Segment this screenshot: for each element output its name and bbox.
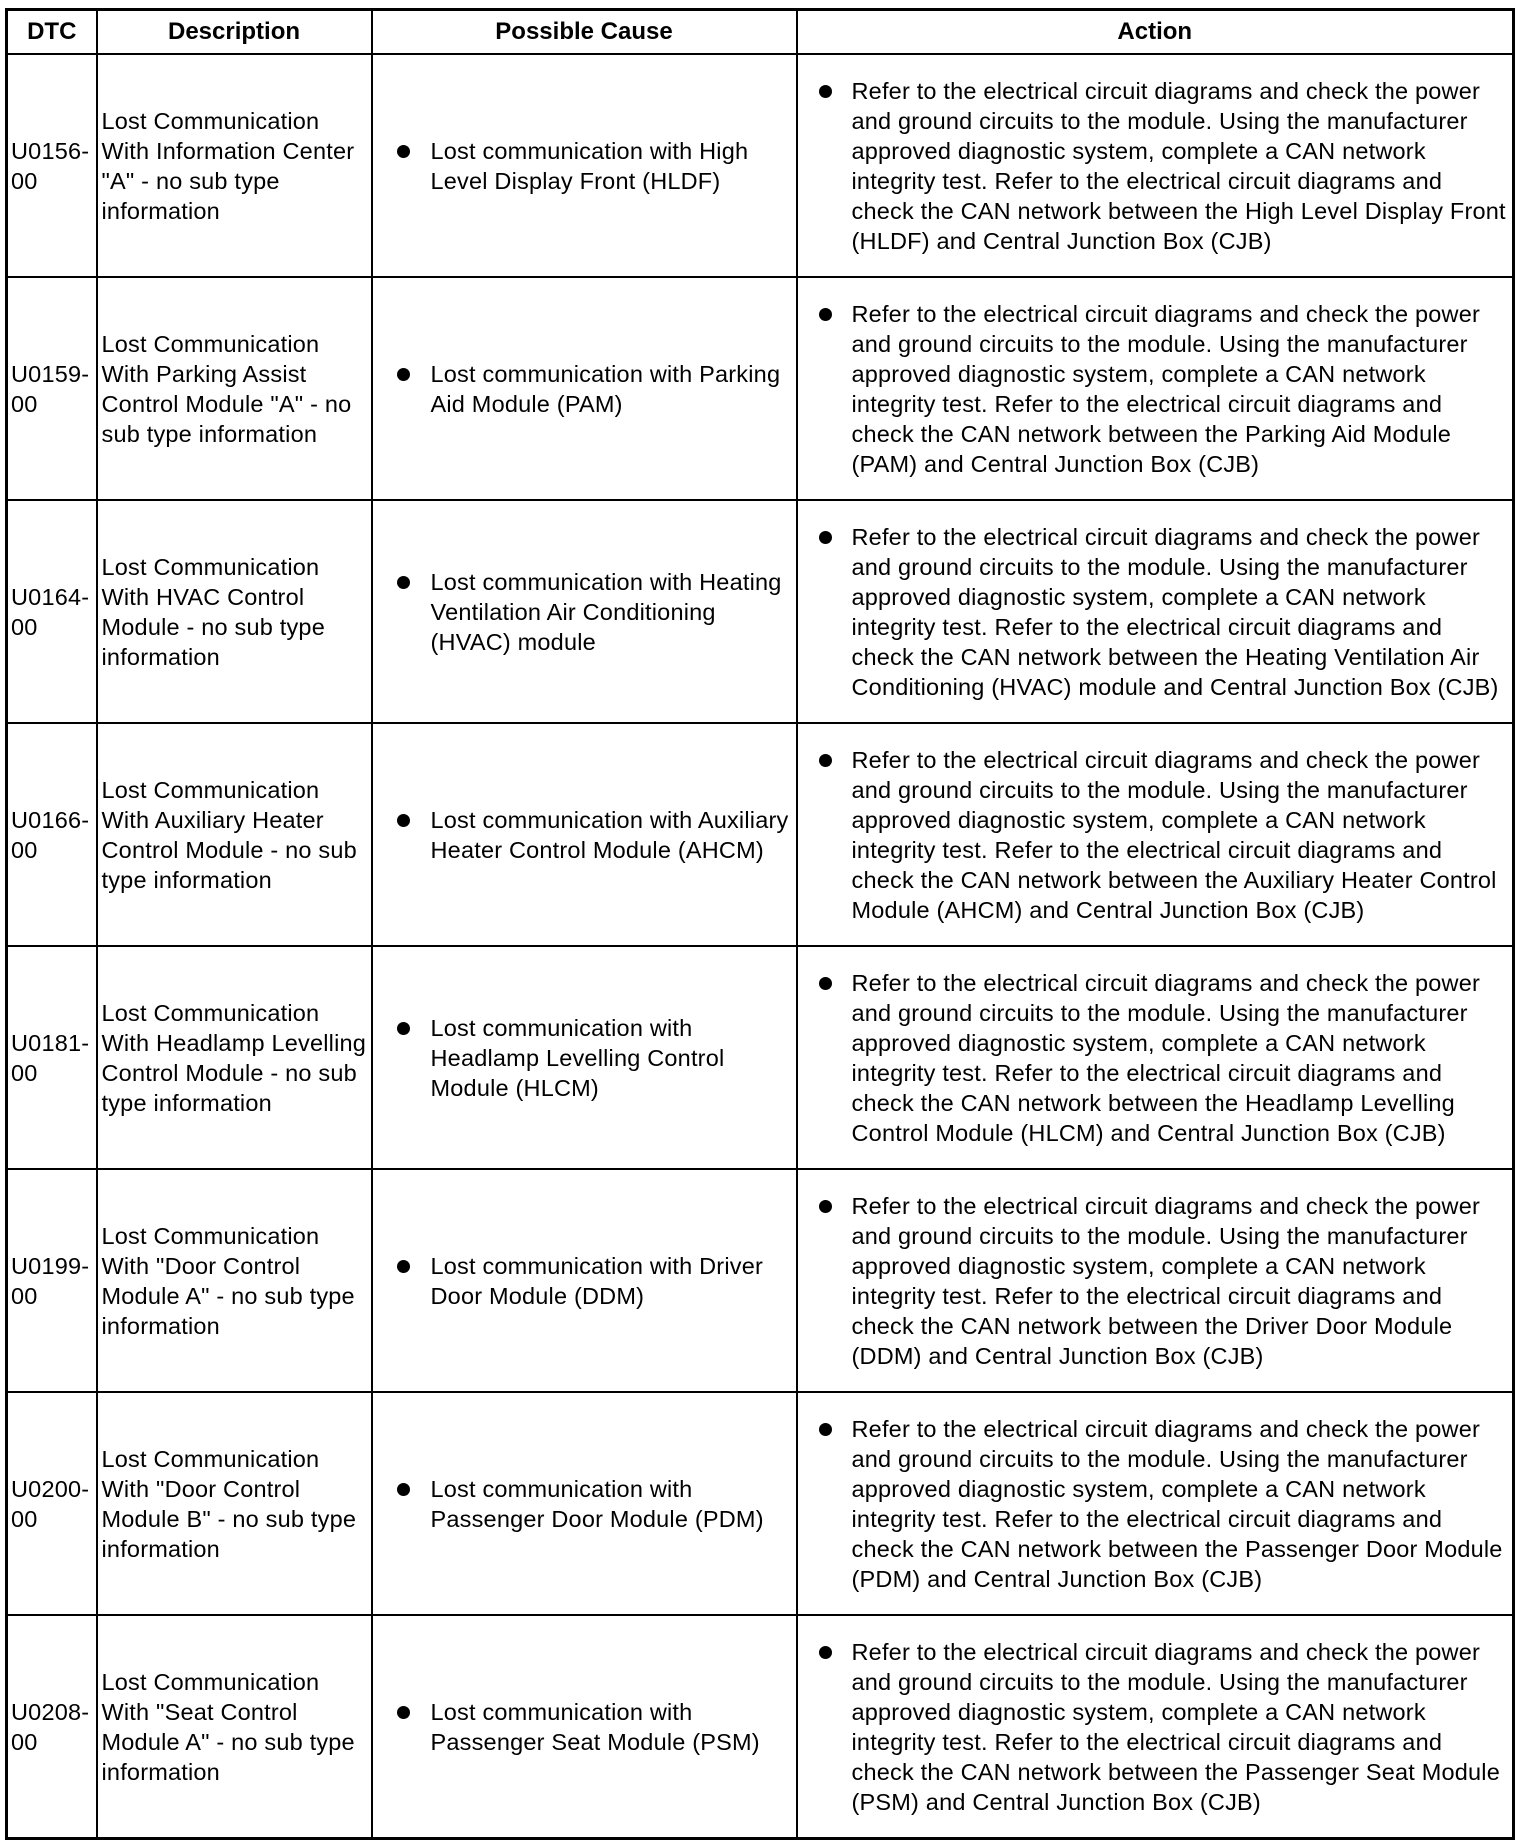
- possible-cause-cell: [372, 946, 797, 1169]
- table-row: [7, 946, 1514, 1169]
- dtc-code: U0164-00: [7, 500, 97, 723]
- table-row: [7, 54, 1514, 277]
- bullet-icon: [819, 1200, 832, 1213]
- possible-cause-cell: [372, 1392, 797, 1615]
- bullet-icon: [819, 977, 832, 990]
- description-cell: Lost Communication With Auxiliary Heater Control Module - no sub type information: [97, 723, 372, 946]
- cause-text: Lost communication with Passenger Door Module (PDM): [430, 1475, 764, 1532]
- cause-text: Lost communication with Heating Ventilation Air Conditioning (HVAC) module: [430, 568, 782, 655]
- description-cell: Lost Communication With "Seat Control Module A" - no sub type information: [97, 1615, 372, 1839]
- cause-item: [377, 136, 792, 196]
- table-row: [7, 1169, 1514, 1392]
- action-text: Refer to the electrical circuit diagrams and check the power and ground circuits to the module. Using the manufacturer approved diagnostic system, complete a CAN network integrity test. Refer to the electrical circuit diagrams and check the CAN network between the Headlamp Levelling Control Module (HLCM) and Central Junction Box (CJB): [851, 969, 1481, 1146]
- bullet-icon: [397, 1706, 410, 1719]
- dtc-code: U0199-00: [7, 1169, 97, 1392]
- bullet-icon: [397, 145, 410, 158]
- dtc-code: U0181-00: [7, 946, 97, 1169]
- dtc-table: [5, 8, 1515, 1840]
- possible-cause-cell: [372, 1169, 797, 1392]
- cause-text: Lost communication with Passenger Seat Module (PSM): [430, 1698, 760, 1755]
- cause-item: [377, 567, 792, 657]
- bullet-icon: [397, 814, 410, 827]
- bullet-icon: [397, 1022, 410, 1035]
- header-description: Description: [97, 10, 372, 55]
- action-text: Refer to the electrical circuit diagrams and check the power and ground circuits to the module. Using the manufacturer approved diagnostic system, complete a CAN network integrity test. Refer to the electrical circuit diagrams and check the CAN network between the Driver Door Module (DDM) and Central Junction Box (CJB): [851, 1192, 1481, 1369]
- action-text: Refer to the electrical circuit diagrams and check the power and ground circuits to the module. Using the manufacturer approved diagnostic system, complete a CAN network integrity test. Refer to the electrical circuit diagrams and check the CAN network between the Passenger Door Module (PDM) and Central Junction Box (CJB): [851, 1415, 1503, 1592]
- table-row: [7, 277, 1514, 500]
- possible-cause-cell: [372, 277, 797, 500]
- action-item: [802, 1414, 1511, 1594]
- bullet-icon: [819, 531, 832, 544]
- cause-text: Lost communication with Parking Aid Module (PAM): [430, 360, 781, 417]
- cause-item: [377, 359, 792, 419]
- bullet-icon: [819, 1646, 832, 1659]
- action-text: Refer to the electrical circuit diagrams and check the power and ground circuits to the module. Using the manufacturer approved diagnostic system, complete a CAN network integrity test. Refer to the electrical circuit diagrams and check the CAN network between the Auxiliary Heater Control Module (AHCM) and Central Junction Box (CJB): [851, 746, 1497, 923]
- header-row: [7, 10, 1514, 55]
- cause-text: Lost communication with High Level Display Front (HLDF): [430, 137, 749, 194]
- bullet-icon: [397, 1260, 410, 1273]
- action-text: Refer to the electrical circuit diagrams and check the power and ground circuits to the module. Using the manufacturer approved diagnostic system, complete a CAN network integrity test. Refer to the electrical circuit diagrams and check the CAN network between the Passenger Seat Module (PSM) and Central Junction Box (CJB): [851, 1638, 1500, 1815]
- cause-item: [377, 1013, 792, 1103]
- description-cell: Lost Communication With "Door Control Module B" - no sub type information: [97, 1392, 372, 1615]
- bullet-icon: [819, 754, 832, 767]
- action-cell: [797, 1169, 1514, 1392]
- bullet-icon: [397, 576, 410, 589]
- table-row: [7, 500, 1514, 723]
- description-cell: Lost Communication With HVAC Control Module - no sub type information: [97, 500, 372, 723]
- cause-item: [377, 1697, 792, 1757]
- action-cell: [797, 723, 1514, 946]
- description-cell: Lost Communication With Information Center "A" - no sub type information: [97, 54, 372, 277]
- action-cell: [797, 1392, 1514, 1615]
- possible-cause-cell: [372, 500, 797, 723]
- description-cell: Lost Communication With Parking Assist Control Module "A" - no sub type information: [97, 277, 372, 500]
- action-item: [802, 968, 1511, 1148]
- description-cell: Lost Communication With "Door Control Module A" - no sub type information: [97, 1169, 372, 1392]
- cause-item: [377, 1251, 792, 1311]
- dtc-code: U0159-00: [7, 277, 97, 500]
- cause-item: [377, 1474, 792, 1534]
- action-cell: [797, 277, 1514, 500]
- header-action: Action: [797, 10, 1514, 55]
- cause-text: Lost communication with Headlamp Levelling Control Module (HLCM): [430, 1014, 725, 1101]
- possible-cause-cell: [372, 723, 797, 946]
- dtc-code: U0156-00: [7, 54, 97, 277]
- action-cell: [797, 500, 1514, 723]
- cause-text: Lost communication with Auxiliary Heater Control Module (AHCM): [430, 806, 789, 863]
- action-text: Refer to the electrical circuit diagrams and check the power and ground circuits to the module. Using the manufacturer approved diagnostic system, complete a CAN network integrity test. Refer to the electrical circuit diagrams and check the CAN network between the High Level Display Front (HLDF) and Central Junction Box (CJB): [851, 77, 1506, 254]
- action-item: [802, 1191, 1511, 1371]
- dtc-code: U0166-00: [7, 723, 97, 946]
- possible-cause-cell: [372, 1615, 797, 1839]
- action-text: Refer to the electrical circuit diagrams and check the power and ground circuits to the module. Using the manufacturer approved diagnostic system, complete a CAN network integrity test. Refer to the electrical circuit diagrams and check the CAN network between the Parking Aid Module (PAM) and Central Junction Box (CJB): [851, 300, 1481, 477]
- table-row: [7, 1392, 1514, 1615]
- action-item: [802, 76, 1511, 256]
- action-item: [802, 745, 1511, 925]
- description-cell: Lost Communication With Headlamp Levelling Control Module - no sub type information: [97, 946, 372, 1169]
- possible-cause-cell: [372, 54, 797, 277]
- table-row: [7, 723, 1514, 946]
- dtc-code: U0200-00: [7, 1392, 97, 1615]
- bullet-icon: [819, 85, 832, 98]
- action-cell: [797, 1615, 1514, 1839]
- cause-text: Lost communication with Driver Door Module (DDM): [430, 1252, 763, 1309]
- action-item: [802, 299, 1511, 479]
- action-cell: [797, 54, 1514, 277]
- bullet-icon: [819, 308, 832, 321]
- action-cell: [797, 946, 1514, 1169]
- header-possible-cause: Possible Cause: [372, 10, 797, 55]
- bullet-icon: [397, 1483, 410, 1496]
- bullet-icon: [819, 1423, 832, 1436]
- action-item: [802, 522, 1511, 702]
- bullet-icon: [397, 368, 410, 381]
- cause-item: [377, 805, 792, 865]
- dtc-code: U0208-00: [7, 1615, 97, 1839]
- header-dtc: DTC: [7, 10, 97, 55]
- action-text: Refer to the electrical circuit diagrams and check the power and ground circuits to the module. Using the manufacturer approved diagnostic system, complete a CAN network integrity test. Refer to the electrical circuit diagrams and check the CAN network between the Heating Ventilation Air Conditioning (HVAC) module and Central Junction Box (CJB): [851, 523, 1499, 700]
- action-item: [802, 1637, 1511, 1817]
- table-row: [7, 1615, 1514, 1839]
